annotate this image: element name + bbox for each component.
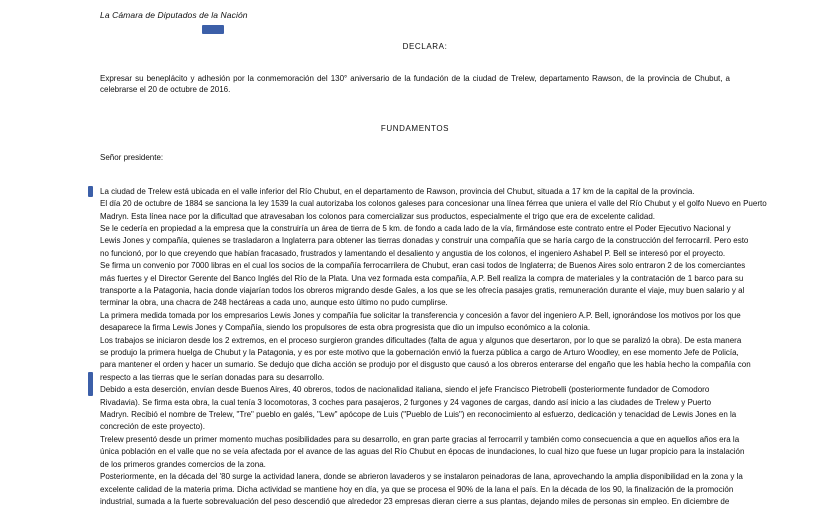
declara-heading: DECLARA: [402,42,448,52]
declaration-paragraph: Expresar su beneplácito y adhesión por la conmemoración del 130° aniversario de la fundación de la ciudad de Trelew, departamento Rawson, de la provincia de Chubut, a celebrarse el 20 de octubre de 2016. [100,74,730,95]
highlight-marker-middle [88,372,93,396]
fundamentos-heading: FUNDAMENTOS [380,123,450,133]
body-line: Se le cedería en propiedad a la empresa que la construiría un área de tierra de 5 km. de fondo a cada lado de la vía, firmándose este contrato entre el Poder Ejecutivo Nacional y [100,223,731,233]
body-line: desaparece la firma Lewis Jones y Compañía, siendo los propulsores de esta obra progresista que dio un impulso económico a la colonia. [100,323,591,333]
body-line: excelente calidad de la materia prima. Dicha actividad se mantiene hoy en día, ya que se procesa el 90% de la lana el país. En la década de los 90, la finalización de la promoción [100,484,734,494]
body-line: Rivadavia). Se firma esta obra, la cual tenía 3 locomotoras, 3 coches para pasajeros, 2 furgones y 24 vagones de cargas, dando así inicio a las ciudades de Trelew y Puerto [100,397,712,407]
document-header: La Cámara de Diputados de la Nación [100,10,248,20]
body-line: industrial, sumada a la fuerte sobrevaluación del peso descendió que alrededor 23 empresas dieran cierre a sus plantas, dejando miles de personas sin empleo. En diciembre de [100,496,730,506]
body-line: Trelew presentó desde un primer momento muchas posibilidades para su desarrollo, en gran parte gracias al ferrocarril y también como consecuencia a que en aquellos años era la [100,434,740,444]
body-line: Lewis Jones y compañía, quienes se trasladaron a Inglaterra para obtener las tierras donadas y construir una compañía que se haría cargo de la construcción del ferrocarril. Pero esto [100,236,749,246]
body-line: para mantener el orden y hacer un sumario. Se dedujo que dicha acción se produjo por el disgusto que causó a los obreros enterarse del engaño que les había hecho la compañía con [100,360,751,370]
salutation: Señor presidente: [100,152,164,162]
body-line: se produjo la primera huelga de Chubut y la Patagonia, y es por este motivo que la gobernación envió la fuerza pública a cargo de Arturo Woodley, en ese momento Jefe de Policía, [100,348,739,358]
chamber-logo [202,25,224,34]
body-line: Posteriormente, en la década del '80 surge la actividad lanera, donde se abrieron lavaderos y se instalaron peinadoras de lana, aprovechando la amplia disponibilidad en la zona y la [100,472,743,482]
body-line: La primera medida tomada por los empresarios Lewis Jones y compañía fue solicitar la transferencia y concesión a favor del ingeniero A.P. Bell, ignorándose los motivos por los que [100,310,741,320]
body-line: Se firma un convenio por 7000 libras en el cual los socios de la compañía ferrocarrilera de Chubut, eran casi todos de Inglaterra; de Buenos Aires solo entraron 2 de los comerciantes [100,261,746,271]
body-line: Madryn. Esta línea nace por la dificultad que atravesaban los colonos para comercializar sus productos, especialmente el trigo que era de excelente calidad. [100,211,655,221]
body-line: no funcionó, por lo que creyendo que habían fracasado, frustrados y lamentando el desaliento y angustia de los colonos, el ingeniero Ashabel P. Bell se interesó por el proyecto. [100,248,726,258]
body-line: concreción de este proyecto). [100,422,205,432]
body-line: Madryn. Recibió el nombre de Trelew, "Tre" pueblo en galés, "Lew" apócope de Luis ("Pueblo de Luis") en reconocimiento al esfuerzo, dedicación y tenacidad de Lewis Jones en la [100,410,737,420]
body-line: La ciudad de Trelew está ubicada en el valle inferior del Río Chubut, en el departamento de Rawson, provincia del Chubut, situada a 17 km de la capital de la provincia. [100,186,695,196]
body-line: Debido a esta deserción, envían desde Buenos Aires, 40 obreros, todos de nacionalidad italiana, siendo el jefe Francisco Pietrobelli (posteriormente fundador de Comodoro [100,385,710,395]
body-line: respecto a las tierras que le serían donadas para su desarrollo. [100,372,325,382]
body-line: El día 20 de octubre de 1884 se sanciona la ley 1539 la cual autorizaba los colonos galeses para concesionar una línea férrea que uniera el valle del Río Chubut y el golfo Nuevo en Puerto [100,199,767,209]
body-line: transporte a la Patagonia, hacia donde viajarían todos los obreros migrando desde Gales, a los que se les ofrecía pasajes gratis, remuneración durante el viaje, muy buen salario y al [100,286,745,296]
document-body [100,10,767,508]
body-line: Los trabajos se iniciaron desde los 2 extremos, en el proceso surgieron grandes dificultades (falta de agua y algunos que desertaron, por lo que se paralizó la obra). De esta manera [100,335,742,345]
body-line: de los primeros grandes comercios de la zona. [100,459,266,469]
body-line: más fuertes y el Director Gerente del Banco Inglés del Río de la Plata. Una vez formada esta compañía, A.P. Bell realiza la compra de materiales y la contratación de 1 barco para su [100,273,744,283]
body-line: única población en el valle que no se veía afectada por el avance de las aguas del Río Chubut en épocas de inundaciones, lo cual hizo que fuese un lugar propicio para la instalación [100,447,745,457]
body-line: terminar la obra, una chacra de 248 hectáreas a cada uno, aunque esto último no pudo cumplirse. [100,298,448,308]
fundamentos-body [100,186,767,508]
highlight-marker-top [88,186,93,197]
